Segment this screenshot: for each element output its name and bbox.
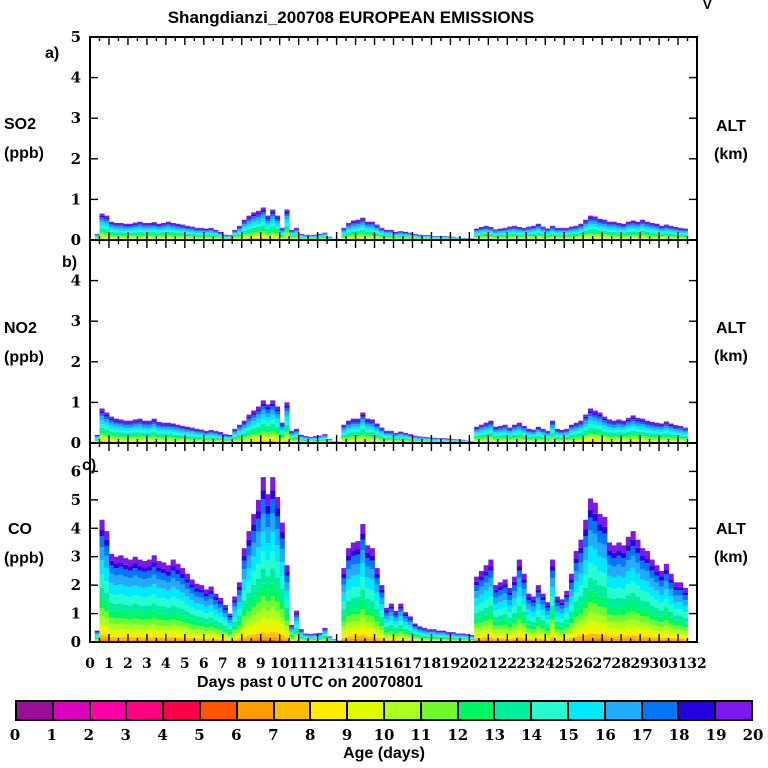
colorbar-tick-label: 4 bbox=[157, 726, 168, 744]
colorbar-cell bbox=[164, 702, 201, 719]
y-tick-label: 1 bbox=[70, 190, 81, 209]
x-tick-label: 27 bbox=[592, 656, 612, 672]
corner-mark: V bbox=[703, 0, 712, 12]
colorbar-tick-label: 7 bbox=[268, 726, 279, 744]
colorbar-cell bbox=[422, 702, 459, 719]
y-tick-label: 0 bbox=[70, 633, 81, 651]
x-tick-label: 8 bbox=[236, 656, 247, 672]
colorbar-cell bbox=[127, 702, 164, 719]
colorbar-tick-label: 10 bbox=[373, 726, 395, 744]
y-tick-label: 2 bbox=[70, 352, 81, 371]
panel-a bbox=[71, 28, 697, 249]
colorbar-cell bbox=[17, 702, 54, 719]
x-tick-label: 15 bbox=[364, 656, 385, 672]
y-tick-label: 3 bbox=[70, 312, 81, 331]
x-tick-label: 14 bbox=[345, 656, 366, 672]
x-tick-label: 21 bbox=[478, 656, 499, 672]
x-tick-label: 3 bbox=[142, 656, 152, 672]
panel-a-unit-label: (ppb) bbox=[4, 145, 44, 162]
panel-a-age-bands bbox=[95, 208, 688, 240]
y-tick-label: 4 bbox=[70, 271, 81, 290]
colorbar-tick-label: 0 bbox=[9, 726, 21, 744]
x-tick-label: 9 bbox=[255, 656, 266, 672]
x-tick-label: 30 bbox=[649, 656, 669, 672]
x-tick-label: 26 bbox=[573, 656, 593, 672]
y-tick-label: 2 bbox=[70, 149, 81, 168]
colorbar-tick-label: 11 bbox=[410, 726, 432, 744]
y-tick-label: 3 bbox=[70, 547, 81, 566]
y-tick-label: 4 bbox=[70, 519, 81, 538]
x-tick-label: 5 bbox=[179, 656, 190, 672]
colorbar-cell bbox=[348, 702, 385, 719]
x-tick-label: 0 bbox=[85, 656, 95, 672]
x-tick-label: 20 bbox=[459, 656, 480, 672]
y-tick-label: 3 bbox=[70, 109, 81, 128]
colorbar-cell bbox=[275, 702, 312, 719]
colorbar-cell bbox=[532, 702, 569, 719]
x-tick-label: 23 bbox=[516, 656, 537, 672]
colorbar-cell bbox=[569, 702, 606, 719]
panel-a-species-label: SO2 bbox=[4, 116, 37, 133]
x-tick-label: 25 bbox=[554, 656, 574, 672]
panel-a-letter: a) bbox=[45, 45, 60, 62]
panel-c bbox=[71, 443, 697, 651]
colorbar-cell bbox=[606, 702, 643, 719]
x-tick-label: 16 bbox=[383, 656, 404, 672]
x-tick-label: 2 bbox=[123, 656, 133, 672]
x-tick-label: 32 bbox=[687, 656, 707, 672]
panel-b-alt-unit: (km) bbox=[714, 348, 748, 365]
age-colorbar bbox=[15, 700, 753, 721]
colorbar-tick-label: 13 bbox=[484, 726, 506, 744]
x-tick-label: 4 bbox=[161, 656, 171, 672]
colorbar-tick-label: 12 bbox=[447, 726, 469, 744]
x-tick-label: 28 bbox=[611, 656, 631, 672]
panel-b-letter: b) bbox=[62, 254, 78, 271]
colorbar-cell bbox=[385, 702, 422, 719]
colorbar-cell bbox=[459, 702, 496, 719]
panel-c-alt-label: ALT bbox=[716, 521, 746, 538]
colorbar-cell bbox=[495, 702, 532, 719]
panel-b-age-bands bbox=[95, 400, 688, 443]
x-tick-label: 13 bbox=[326, 656, 347, 672]
y-tick-label: 0 bbox=[70, 231, 81, 249]
colorbar-tick-label: 19 bbox=[705, 726, 727, 744]
x-tick-label: 19 bbox=[440, 656, 461, 672]
colorbar-tick-label: 17 bbox=[631, 726, 653, 744]
colorbar-cell bbox=[201, 702, 238, 719]
panel-a-alt-unit: (km) bbox=[714, 146, 748, 163]
y-tick-label: 5 bbox=[70, 490, 81, 509]
chart-title: Shangdianzi_200708 EUROPEAN EMISSIONS bbox=[167, 8, 535, 27]
colorbar-tick-label: 8 bbox=[304, 726, 316, 744]
colorbar-tick-label: 3 bbox=[120, 726, 131, 744]
panel-a-alt-label: ALT bbox=[716, 118, 746, 135]
colorbar-cell bbox=[91, 702, 128, 719]
colorbar-tick-label: 20 bbox=[742, 726, 764, 744]
colorbar-tick-label: 14 bbox=[521, 726, 543, 744]
y-tick-label: 0 bbox=[70, 434, 81, 452]
panel-b-alt-label: ALT bbox=[716, 320, 746, 337]
colorbar-cell bbox=[311, 702, 348, 719]
y-tick-label: 5 bbox=[70, 28, 81, 46]
x-tick-label: 1 bbox=[104, 656, 114, 672]
age-colorbar-title: Age (days) bbox=[343, 745, 425, 762]
colorbar-tick-label: 18 bbox=[668, 726, 690, 744]
colorbar-cell bbox=[716, 702, 751, 719]
x-tick-label: 17 bbox=[402, 656, 423, 672]
panel-c-letter: c) bbox=[82, 457, 97, 474]
colorbar-tick-label: 15 bbox=[558, 726, 579, 744]
colorbar-tick-label: 9 bbox=[341, 726, 353, 744]
panel-c-species-label: CO bbox=[8, 521, 32, 538]
x-tick-label: 10 bbox=[269, 656, 290, 672]
colorbar-tick-label: 5 bbox=[194, 726, 205, 744]
x-tick-label: 12 bbox=[307, 656, 328, 672]
x-tick-label: 29 bbox=[630, 656, 650, 672]
colorbar-tick-label: 6 bbox=[231, 726, 242, 744]
colorbar-cell bbox=[643, 702, 680, 719]
x-tick-label: 7 bbox=[217, 656, 228, 672]
y-tick-label: 1 bbox=[70, 604, 81, 623]
panel-c-age-bands bbox=[95, 477, 688, 642]
colorbar-cell bbox=[238, 702, 275, 719]
y-tick-label: 1 bbox=[70, 393, 81, 412]
colorbar-tick-label: 16 bbox=[594, 726, 616, 744]
y-tick-label: 6 bbox=[70, 462, 81, 481]
panel-c-alt-unit: (km) bbox=[714, 549, 748, 566]
x-tick-label: 11 bbox=[288, 656, 309, 672]
panel-c-unit-label: (ppb) bbox=[4, 550, 44, 567]
x-tick-label: 22 bbox=[497, 656, 518, 672]
panel-b-species-label: NO2 bbox=[4, 320, 37, 337]
colorbar-tick-label: 1 bbox=[46, 726, 58, 744]
x-tick-label: 6 bbox=[198, 656, 209, 672]
y-tick-label: 4 bbox=[70, 68, 81, 87]
panel-b-unit-label: (ppb) bbox=[4, 349, 44, 366]
colorbar-cell bbox=[54, 702, 91, 719]
x-tick-label: 31 bbox=[668, 656, 688, 672]
colorbar-tick-label: 2 bbox=[83, 726, 95, 744]
panel-b bbox=[71, 240, 697, 452]
x-axis-title: Days past 0 UTC on 20070801 bbox=[197, 674, 423, 691]
y-tick-label: 2 bbox=[70, 576, 81, 595]
colorbar-cell bbox=[679, 702, 716, 719]
x-tick-label: 18 bbox=[421, 656, 442, 672]
x-tick-label: 24 bbox=[535, 656, 556, 672]
